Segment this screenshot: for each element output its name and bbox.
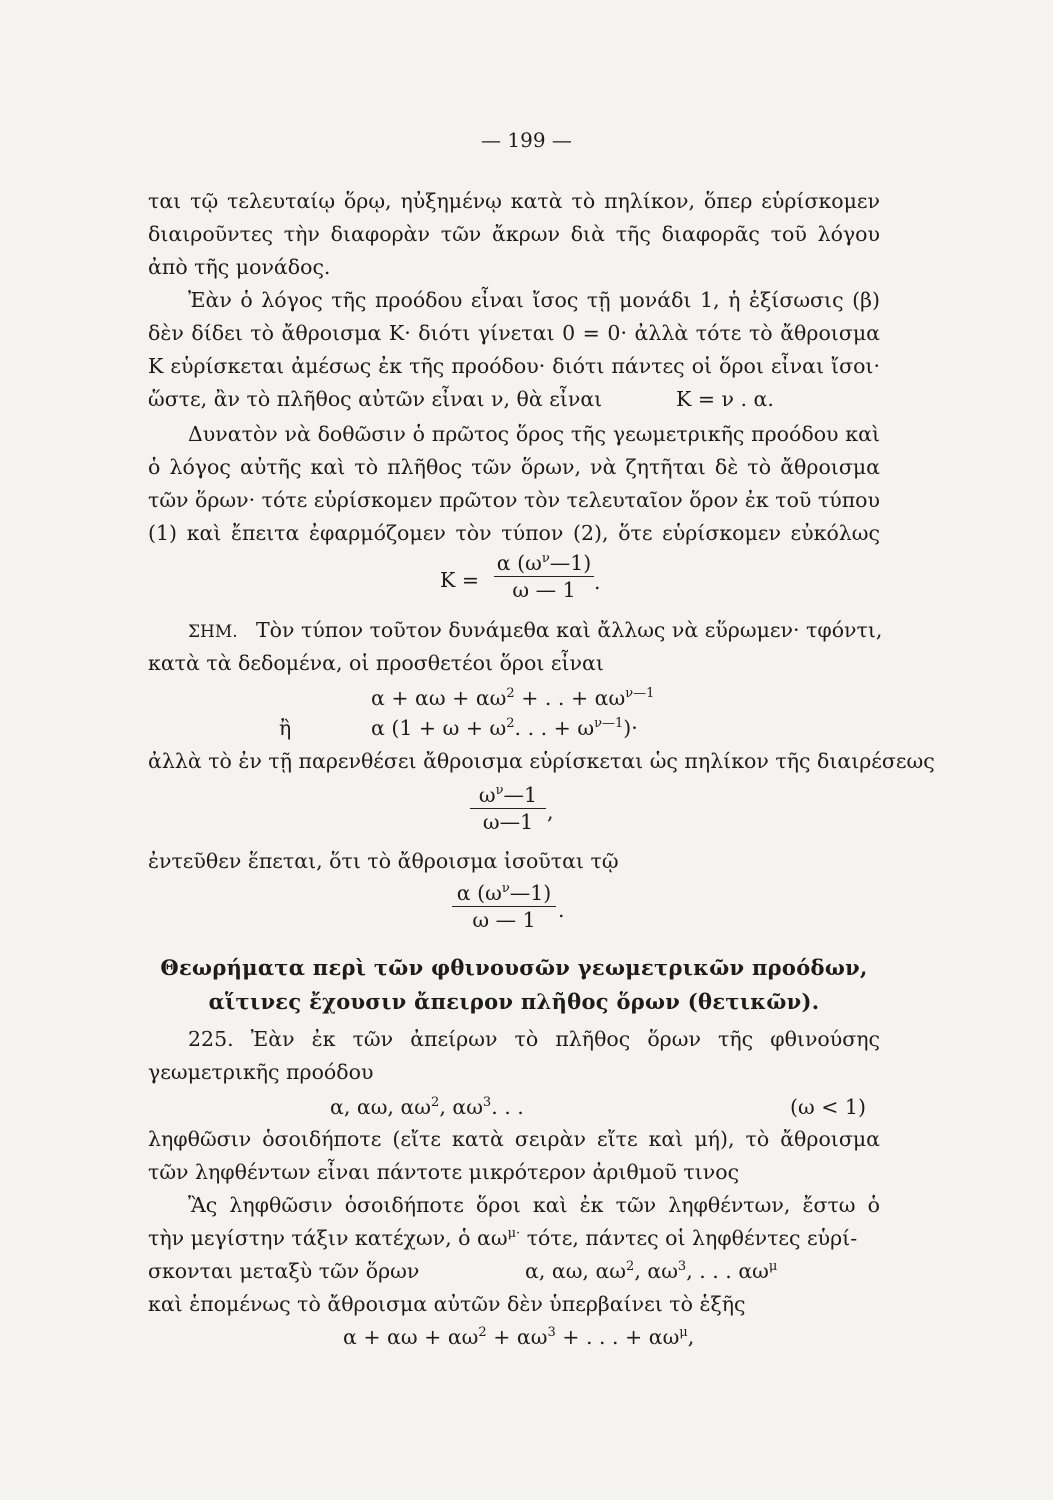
equation-lhs: Κ = (440, 568, 480, 592)
text-line: σκονται μεταξὺ τῶν ὅρων (148, 1259, 420, 1283)
punctuation: . (594, 570, 601, 594)
ratio-condition: (ω < 1) (790, 1095, 866, 1119)
geometric-sequence: α, αω, $\alpha\omega^2$, $\alpha\omega^3$. . . (330, 1095, 524, 1119)
text-line: ἀλλὰ τὸ ἐν τῇ παρενθέσει ἄθροισμα εὑρίσκεται ὡς πηλίκον τῆς διαιρέσεως (148, 749, 935, 773)
text-line: ἀπὸ τῆς μονάδος. (148, 255, 331, 279)
fraction-sum-result: $\frac{\alpha (\omega^\nu—1)}{\omega — 1}$ (452, 880, 556, 933)
text-line: κατὰ τὰ δεδομένα, οἱ προσθετέοι ὅροι εἶναι (148, 651, 604, 675)
series-factored: α ($1 + \omega + \omega^2$. . . + $\omega^{\nu—1})\cdot$ (371, 716, 638, 740)
text-line: δὲν δίδει τὸ ἄθροισμα Κ· διότι γίνεται 0 = 0· ἀλλὰ τότε τὸ ἄθροισμα (148, 321, 880, 345)
text-line: Ἐὰν ὁ λόγος τῆς προόδου εἶναι ἴσος τῇ μονάδι 1, ἡ ἐξίσωσις (β) (188, 288, 880, 312)
text-line: ται τῷ τελευταίῳ ὅρῳ, ηὐξημένῳ κατὰ τὸ πηλίκον, ὅπερ εὑρίσκομεν (148, 189, 880, 213)
text-line: ληφθῶσιν ὁσοιδήποτε (εἴτε κατὰ σειρὰν εἴτε καὶ μή), τὸ ἄθροισμα (148, 1127, 880, 1151)
text-line: ὁ λόγος αὐτῆς καὶ τὸ πλῆθος τῶν ὅρων, νὰ ζητῆται δὲ τὸ ἄθροισμα (148, 455, 880, 479)
text-line: ὥστε, ἂν τὸ πλῆθος αὐτῶν εἶναι ν, θὰ εἶναι (148, 387, 603, 411)
formula-k-nu-alpha: Κ = ν . α. (676, 387, 774, 411)
text-line: καὶ ἑπομένως τὸ ἄθροισμα αὐτῶν δὲν ὑπερβαίνει τὸ ἑξῆς (148, 1292, 746, 1316)
text-line: (1) καὶ ἔπειτα ἐφαρμόζομεν τὸν τύπον (2), ὅτε εὑρίσκομεν εὐκόλως (148, 521, 880, 545)
series-expansion: $\alpha + \alpha\omega + \alpha\omega^2$ + . . + $\alpha\omega^{\nu—1}$ (371, 686, 655, 710)
text-line: διαιροῦντες τὴν διαφορὰν τῶν ἄκρων διὰ τῆς διαφορᾶς τοῦ λόγου (148, 222, 880, 246)
text-line: Ἂς ληφθῶσιν ὁσοιδήποτε ὅροι καὶ ἐκ τῶν ληφθέντων, ἔστω ὁ (188, 1193, 880, 1217)
section-heading-line2: αἵτινες ἔχουσιν ἄπειρον πλῆθος ὅρων (θετικῶν). (208, 989, 820, 1014)
punctuation: , (547, 800, 554, 824)
text-line: Κ εὑρίσκεται ἀμέσως ἐκ τῆς προόδου· διότι πάντες οἱ ὅροι εἶναι ἴσοι· (148, 354, 880, 378)
text-line: Τὸν τύπον τοῦτον δυνάμεθα καὶ ἄλλως νὰ εὕρωμεν· τφόντι, (256, 618, 883, 642)
geometric-sequence-truncated: α, αω, $\alpha\omega^2$, $\alpha\omega^3$, . . . $\alpha\omega^\mu$ (525, 1259, 778, 1283)
remark-label: ΣΗΜ. (188, 622, 238, 642)
punctuation: . (558, 898, 565, 922)
page-number: — 199 — (481, 128, 572, 152)
text-line: τῶν ὅρων· τότε εὑρίσκομεν πρῶτον τὸν τελευταῖον ὅρον ἐκ τοῦ τύπου (148, 488, 880, 512)
text-line: ἐντεῦθεν ἕπεται, ὅτι τὸ ἄθροισμα ἰσοῦται τῷ (148, 849, 619, 873)
text-line: τῶν ληφθέντων εἶναι πάντοτε μικρότερον ἀριθμοῦ τινος (148, 1160, 740, 1184)
fraction-sum-formula: $\frac{\alpha (\omega^\nu—1)}{\omega — 1}$ (494, 550, 594, 603)
section-heading-line1: Θεωρήματα περὶ τῶν φθινουσῶν γεωμετρικῶν προόδων, (160, 955, 868, 980)
or-word: ἢ (279, 716, 292, 740)
text-line: Δυνατὸν νὰ δοθῶσιν ὁ πρῶτος ὅρος τῆς γεωμετρικῆς προόδου καὶ (188, 422, 880, 446)
text-line: 225. Ἐὰν ἐκ τῶν ἀπείρων τὸ πλῆθος ὅρων τῆς φθινούσης (188, 1027, 880, 1051)
text-line: τὴν μεγίστην τάξιν κατέχων, ὁ $\alpha\omega^{\mu\cdot}$ τότε, πάντες οἱ ληφθέντες εὑρί- (148, 1226, 858, 1250)
fraction-quotient: $\frac{\omega^\nu—1}{\omega—1}$ (470, 782, 546, 835)
text-line: γεωμετρικῆς προόδου (148, 1060, 374, 1084)
finite-series: $\alpha + \alpha\omega + \alpha\omega^2 + \alpha\omega^3$ + . . . + $\alpha\omega^\mu$, (343, 1325, 695, 1349)
